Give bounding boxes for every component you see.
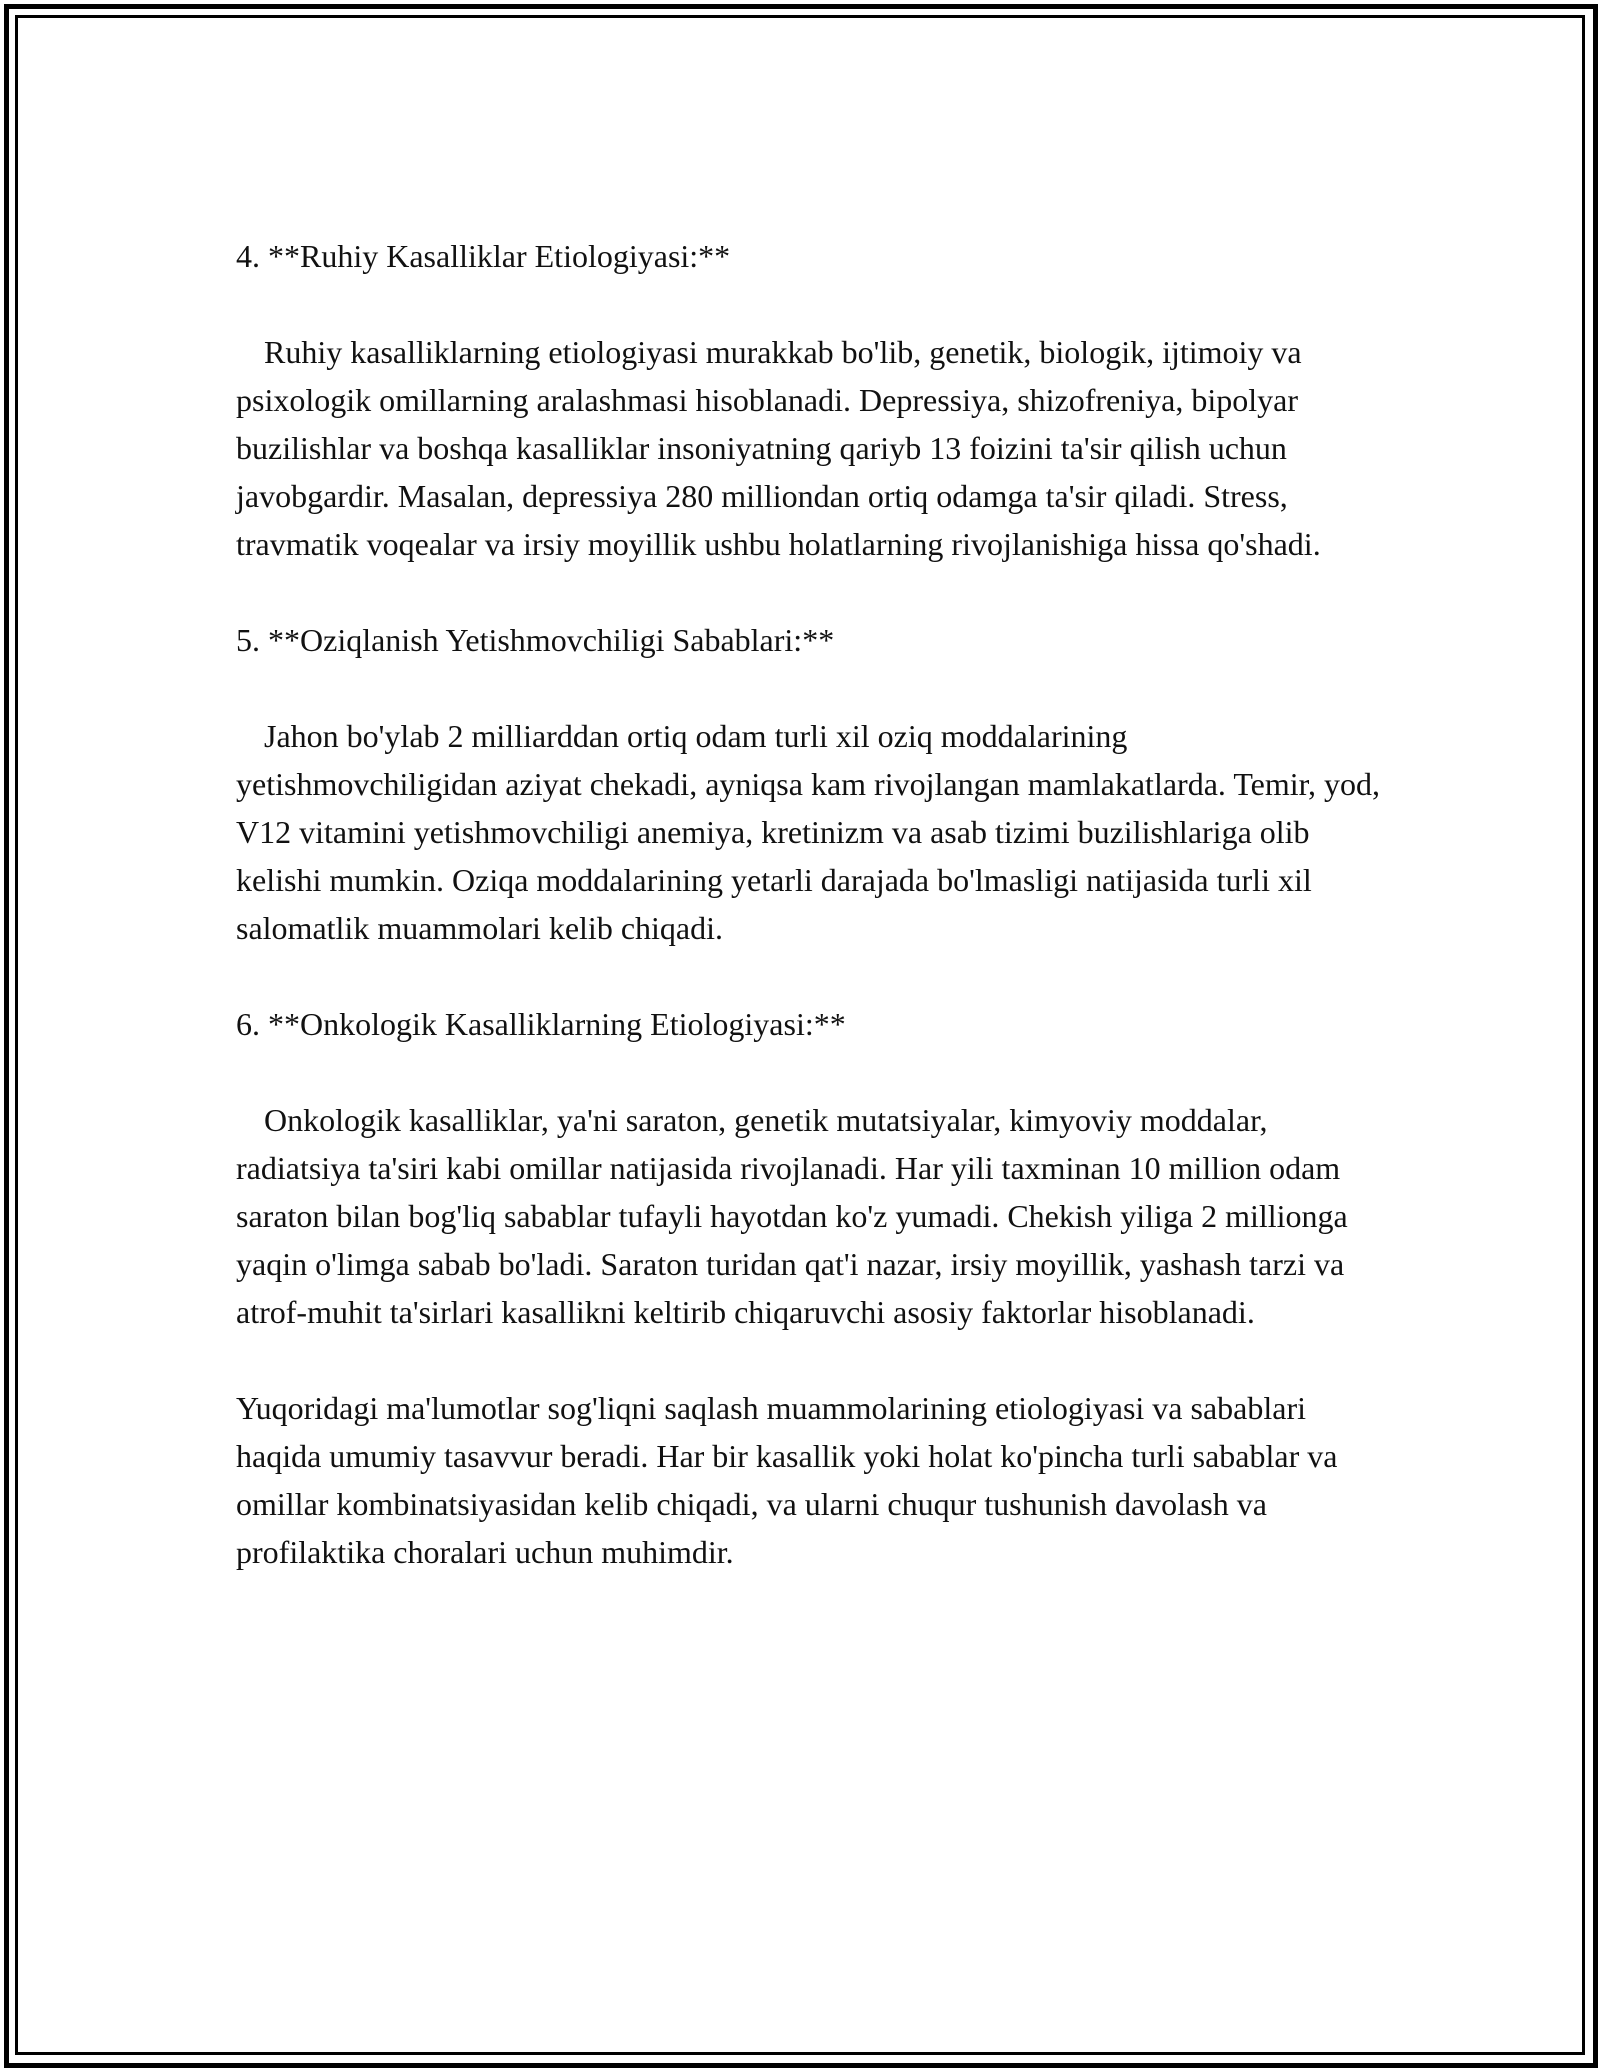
section-heading: 6. **Onkologik Kasalliklarning Etiologiyasi:**: [236, 1006, 846, 1042]
section-paragraph: Ruhiy kasalliklarning etiologiyasi murakkab bo'lib, genetik, biologik, ijtimoiy va psixologik omillarning aralashmasi hisoblanadi. Depressiya, shizofreniya, bipolyar buzilishlar va boshqa kasalliklar insoniyatning qariyb 13 foizini ta'sir qilish uchun javobgardir. Masalan, depressiya 280 milliondan ortiq odamga ta'sir qiladi. Stress, travmatik voqealar va irsiy moyillik ushbu holatlarning rivojlanishiga hissa qo'shadi.: [236, 334, 1321, 562]
section-paragraph: Onkologik kasalliklar, ya'ni saraton, genetik mutatsiyalar, kimyoviy moddalar, radiatsiya ta'siri kabi omillar natijasida rivojlanadi. Har yili taxminan 10 million odam saraton bilan bog'liq sabablar tufayli hayotdan ko'z yumadi. Chekish yiliga 2 millionga yaqin o'limga sabab bo'ladi. Saraton turidan qat'i nazar, irsiy moyillik, yashash tarzi va atrof-muhit ta'sirlari kasallikni keltirib chiqaruvchi asosiy faktorlar hisoblanadi.: [236, 1102, 1348, 1330]
section-heading: 4. **Ruhiy Kasalliklar Etiologiyasi:**: [236, 238, 731, 274]
document-body: [236, 232, 1396, 1624]
section-paragraph: Jahon bo'ylab 2 milliarddan ortiq odam turli xil oziq moddalarining yetishmovchiligidan aziyat chekadi, ayniqsa kam rivojlangan mamlakatlarda. Temir, yod, V12 vitamini yetishmovchiligi anemiya, kretinizm va asab tizimi buzilishlariga olib kelishi mumkin. Oziqa moddalarining yetarli darajada bo'lmasligi natijasida turli xil salomatlik muammolari kelib chiqadi.: [236, 718, 1380, 946]
section-heading: 5. **Oziqlanish Yetishmovchiligi Sabablari:**: [236, 622, 835, 658]
conclusion-paragraph: Yuqoridagi ma'lumotlar sog'liqni saqlash muammolarining etiologiyasi va sabablari haqida umumiy tasavvur beradi. Har bir kasallik yoki holat ko'pincha turli sabablar va omillar kombinatsiyasidan kelib chiqadi, va ularni chuqur tushunish davolash va profilaktika choralari uchun muhimdir.: [236, 1390, 1338, 1570]
